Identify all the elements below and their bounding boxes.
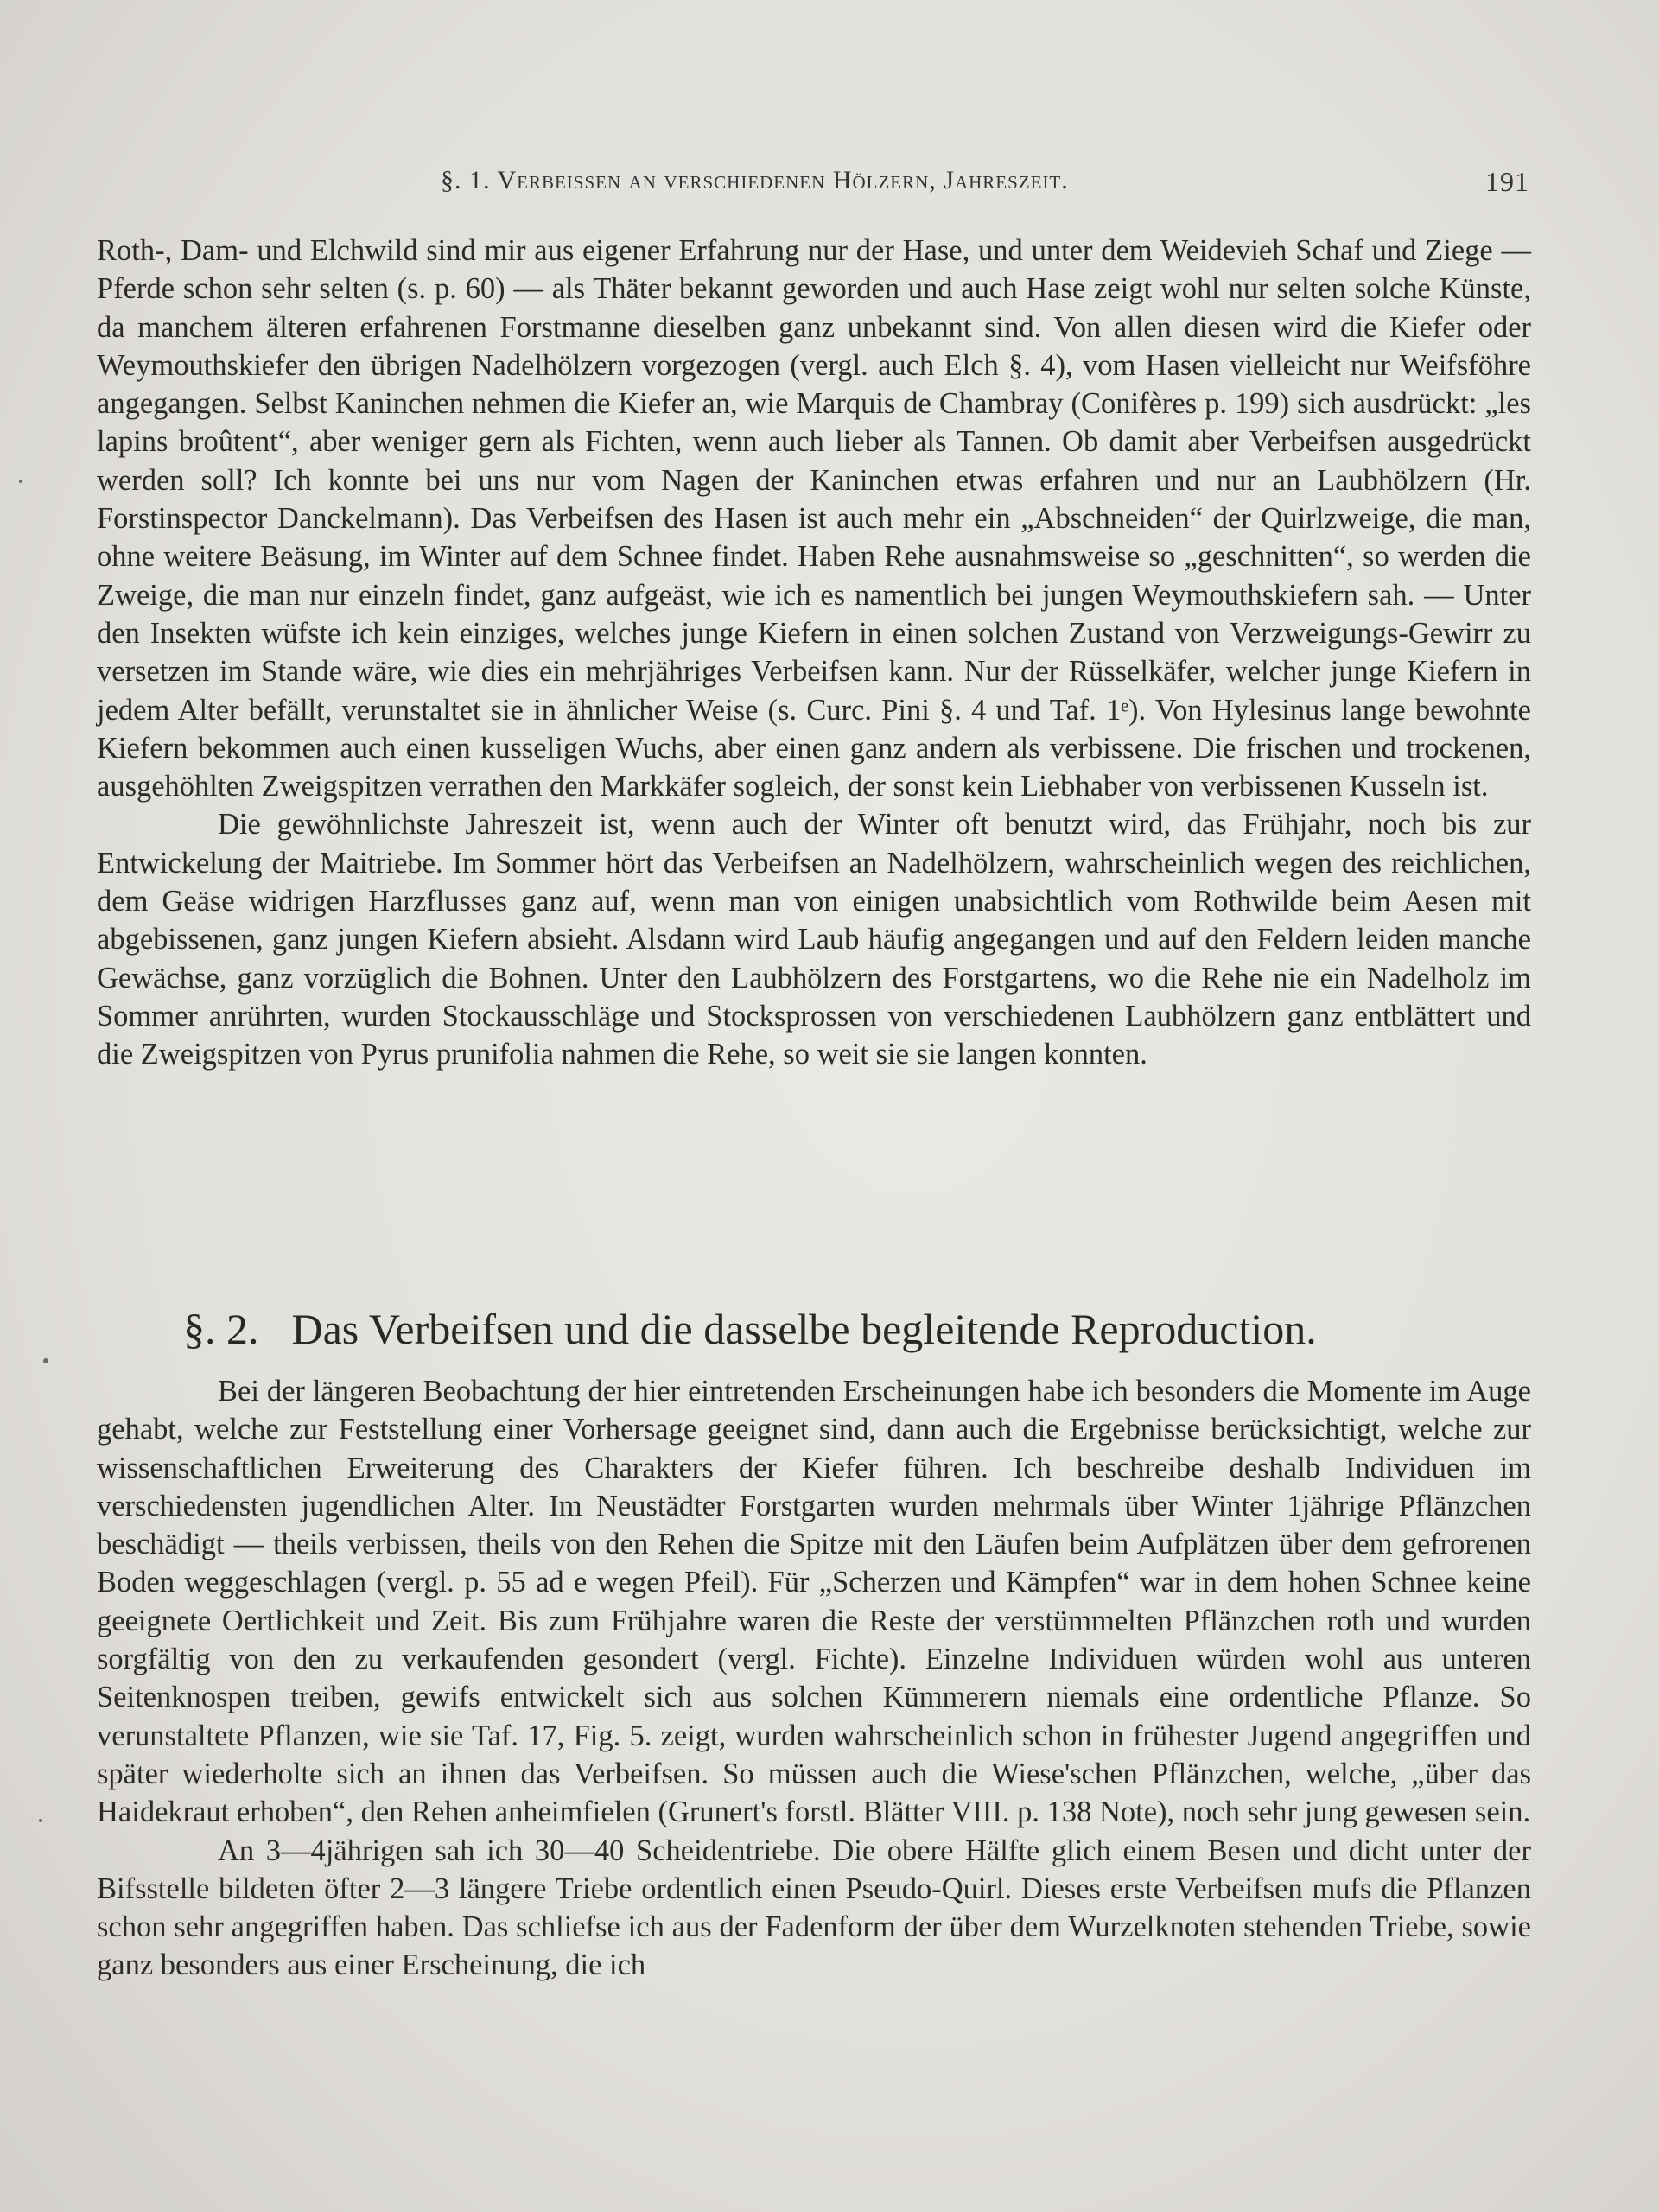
running-head — [104, 166, 1529, 200]
paper-fleck — [39, 1819, 42, 1822]
paper-fleck — [43, 1358, 48, 1363]
running-head-title: §. 1. Verbeissen an verschiedenen Hölzern, Jahreszeit. — [441, 166, 1069, 194]
paragraph: Roth-, Dam- und Elchwild sind mir aus eigener Erfahrung nur der Hase, und unter dem Weidevieh Schaf und Ziege — Pferde schon sehr selten (s. p. 60) — als Thäter bekannt geworden und auch Hase zeigt wohl nur selten solche Künste, da manchem älteren erfahrenen Forstmanne dieselben ganz unbekannt sind. Von allen diesen wird die Kiefer oder Weymouthskiefer den übrigen Nadelhölzern vorgezogen (vergl. auch Elch §. 4), vom Hasen vielleicht nur Weifsföhre angegangen. Selbst Kaninchen nehmen die Kiefer an, wie Marquis de Chambray (Conifères p. 199) sich ausdrückt: „les lapins broûtent“, aber weniger gern als Fichten, wenn auch lieber als Tannen. Ob damit aber Verbeifsen ausgedrückt werden soll? Ich konnte bei uns nur vom Nagen der Kaninchen etwas erfahren und nur an Laubhölzern (Hr. Forstinspector Danckelmann). Das Verbeifsen des Hasen ist auch mehr ein „Abschneiden“ der Quirlzweige, die man, ohne weitere Beäsung, im Winter auf dem Schnee findet. Haben Rehe ausnahmsweise so „geschnitten“, so werden die Zweige, die man nur einzeln findet, ganz aufgeäst, wie ich es namentlich bei jungen Weymouthskiefern sah. — Unter den Insekten wüfste ich kein einziges, welches junge Kiefern in einen solchen Zustand von Verzweigungs-Gewirr zu versetzen im Stande wäre, wie dies ein mehrjähriges Verbeifsen kann. Nur der Rüsselkäfer, welcher junge Kiefern in jedem Alter befällt, verunstaltet sie in ähnlicher Weise (s. Curc. Pini §. 4 und Taf. 1ᵉ). Von Hylesinus lange bewohnte Kiefern bekommen auch einen kusseligen Wuchs, aber einen ganz andern als verbissene. Die frischen und trockenen, ausgehöhlten Zweigspitzen verrathen den Markkäfer sogleich, der sonst kein Liebhaber von verbissenen Kusseln ist. — [97, 234, 1531, 804]
section-title: Das Verbeifsen und die dasselbe begleitende Reproduction. — [291, 1305, 1317, 1353]
paper-fleck — [19, 480, 22, 483]
paragraph: Bei der längeren Beobachtung der hier eintretenden Erscheinungen habe ich besonders die Momente im Auge gehabt, welche zur Feststellung einer Vorhersage geeignet sind, dann auch die Ergebnisse berücksichtigt, welche zur wissenschaftlichen Erweiterung des Charakters der Kiefer führen. Ich beschreibe deshalb Individuen im verschiedensten jugendlichen Alter. Im Neustädter Forstgarten wurden mehrmals über Winter 1jährige Pflänzchen beschädigt — theils verbissen, theils von den Rehen die Spitze mit den Läufen beim Aufplätzen über dem gefrorenen Boden weggeschlagen (vergl. p. 55 ad e wegen Pfeil). Für „Scherzen und Kämpfen“ war in dem hohen Schnee keine geeignete Oertlichkeit und Zeit. Bis zum Frühjahre waren die Reste der verstümmelten Pflänzchen roth und wurden sorgfältig von den zu verkaufenden gesondert (vergl. Fichte). Einzelne Individuen würden wohl aus unteren Seitenknospen treiben, gewifs entwickelt sich aus solchen Kümmerern niemals eine ordentliche Pflanze. So verunstaltete Pflanzen, wie sie Taf. 17, Fig. 5. zeigt, wurden wahrscheinlich schon in frühester Jugend angegriffen und später wiederholte sich an ihnen das Verbeifsen. So müssen auch die Wiese'schen Pflänzchen, welche, „über das Haidekraut erhoben“, den Rehen anheimfielen (Grunert's forstl. Blätter VIII. p. 138 Note), noch sehr jung gewesen sein. — [97, 1375, 1531, 1829]
page-number: 191 — [1485, 166, 1529, 197]
paragraph: An 3—4jährigen sah ich 30—40 Scheidentriebe. Die obere Hälfte glich einem Besen und dicht unter der Bifsstelle bildeten öfter 2—3 längere Triebe ordentlich einen Pseudo-Quirl. Dieses erste Verbeifsen mufs die Pflanzen schon sehr angegriffen haben. Das schliefse ich aus der Fadenform der über dem Wurzelknoten stehenden Triebe, sowie ganz besonders aus einer Erscheinung, die ich — [97, 1834, 1531, 1982]
section-2-text — [97, 1372, 1531, 1985]
paragraph: Die gewöhnlichste Jahreszeit ist, wenn auch der Winter oft benutzt wird, das Frühjahr, noch bis zur Entwickelung der Maitriebe. Im Sommer hört das Verbeifsen an Nadelhölzern, wahrscheinlich wegen des reichlichen, dem Geäse widrigen Harzflusses ganz auf, wenn man von einigen unabsichtlich vom Rothwilde beim Aesen mit abgebissenen, ganz jungen Kiefern absieht. Alsdann wird Laub häufig angegangen und auf den Feldern leiden manche Gewächse, ganz vorzüglich die Bohnen. Unter den Laubhölzern des Forstgartens, wo die Rehe nie ein Nadelholz im Sommer anrührten, wurden Stockausschläge und Stocksprossen von verschiedenen Laubhölzern ganz entblättert und die Zweigspitzen von Pyrus prunifolia nahmen die Rehe, so weit sie sie langen konnten. — [97, 808, 1531, 1071]
section-heading — [183, 1303, 1531, 1355]
section-1-text — [97, 232, 1531, 1074]
section-number: §. 2. — [183, 1305, 259, 1353]
